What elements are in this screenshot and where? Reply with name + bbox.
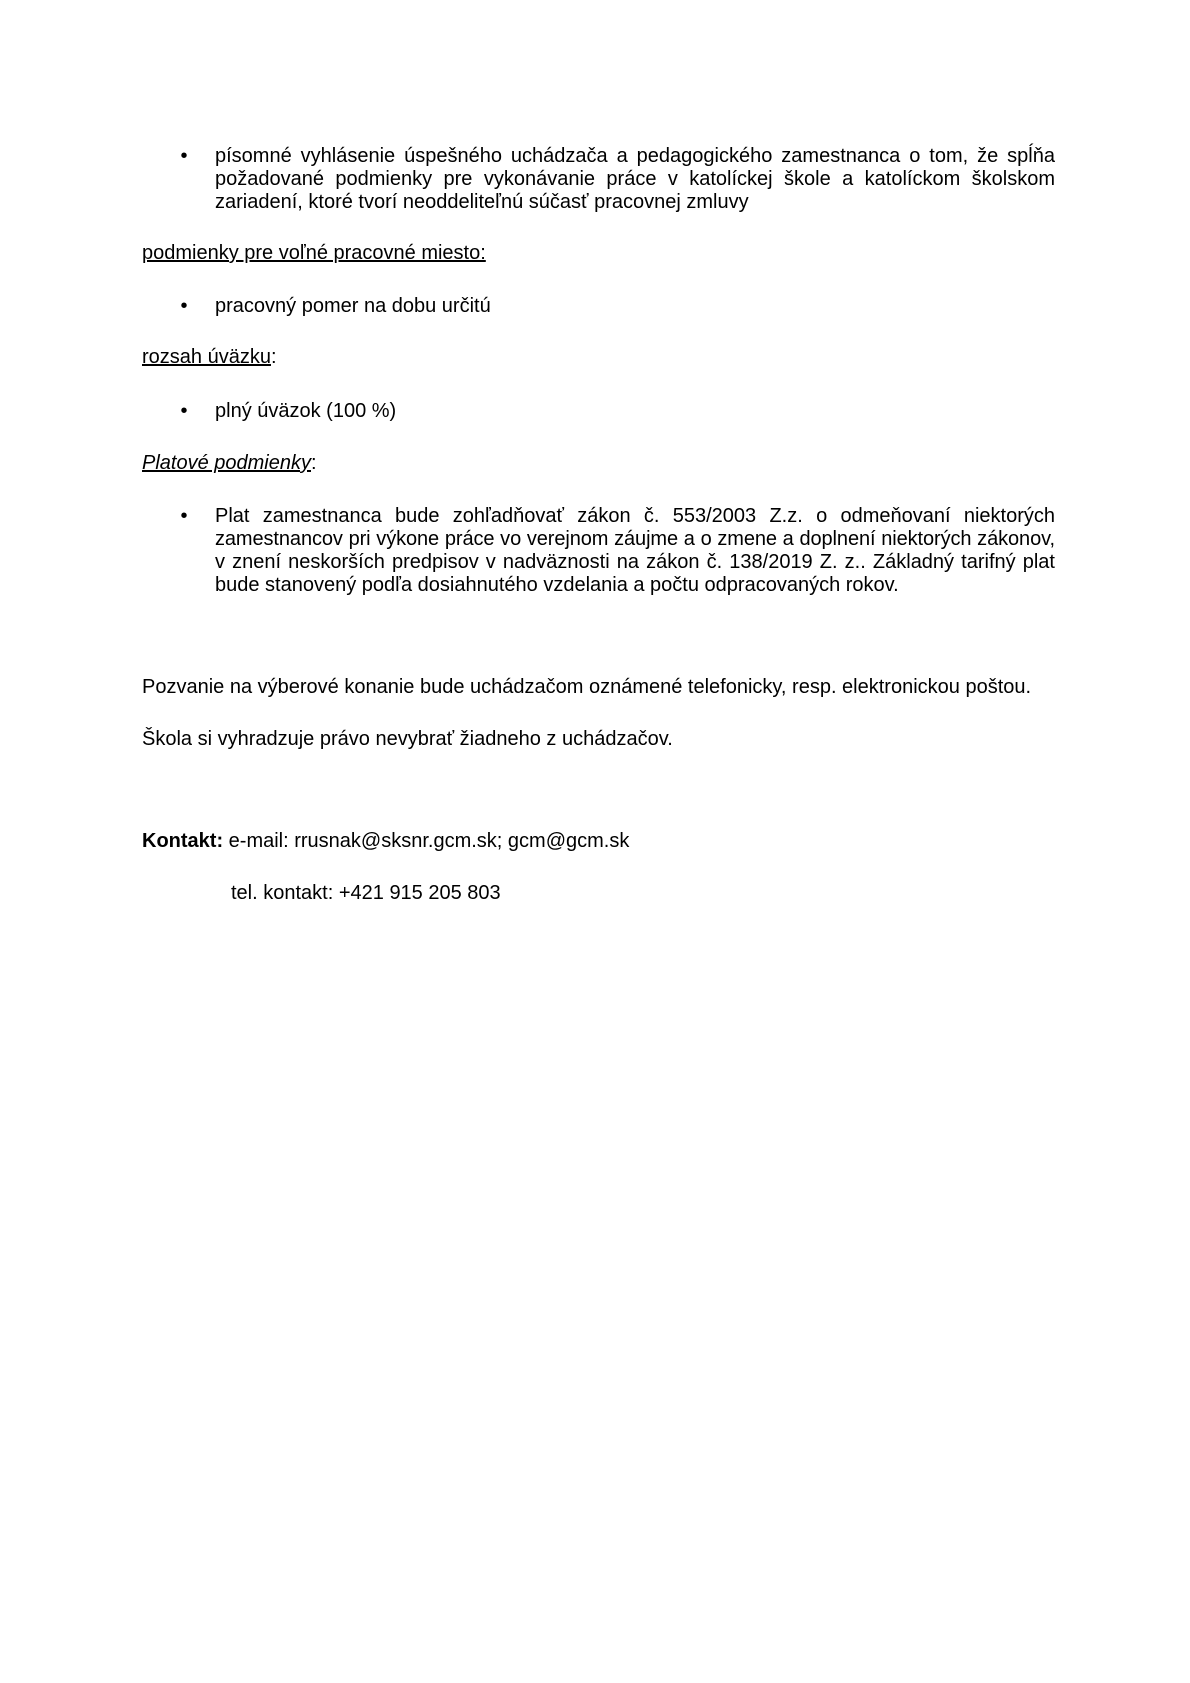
- workload-heading-colon: :: [270, 346, 277, 368]
- disclaimer-paragraph: Škola si vyhradzuje právo nevybrať žiadneho z uchádzačov.: [142, 728, 673, 750]
- contact-line: [142, 830, 629, 853]
- salary-line: zamestnancov pri výkone práce vo verejnom záujme a o zmene a doplnení niektorých zákonov,: [215, 528, 1055, 550]
- bullet-icon: •: [180, 295, 188, 317]
- salary-heading-text: Platové podmienky: [142, 452, 311, 474]
- workload-heading-text: rozsah úväzku: [142, 346, 271, 368]
- bullet-icon: •: [180, 505, 188, 527]
- contact-phone: tel. kontakt: +421 915 205 803: [231, 882, 501, 904]
- bullet-icon: •: [180, 400, 188, 422]
- position-conditions-heading-text: podmienky pre voľné pracovné miesto:: [142, 242, 486, 264]
- declaration-line: požadované podmienky pre vykonávanie práce v katolíckej škole a katolíckom školskom: [215, 168, 1055, 190]
- declaration-line: písomné vyhlásenie úspešného uchádzača a pedagogického zamestnanca o tom, že spĺňa: [215, 145, 1055, 167]
- salary-heading: [142, 452, 317, 475]
- workload-item: plný úväzok (100 %): [215, 400, 397, 422]
- salary-line: Plat zamestnanca bude zohľadňovať zákon č. 553/2003 Z.z. o odmeňovaní niektorých: [215, 505, 1055, 527]
- position-conditions-heading: [142, 242, 486, 265]
- position-conditions-item: pracovný pomer na dobu určitú: [215, 295, 491, 317]
- declaration-text: [215, 145, 1055, 214]
- workload-heading: [142, 346, 277, 369]
- contact-email: e-mail: rrusnak@sksnr.gcm.sk; gcm@gcm.sk: [228, 830, 630, 852]
- contact-label: Kontakt:: [142, 830, 224, 852]
- declaration-line: zariadení, ktoré tvorí neoddeliteľnú súčasť pracovnej zmluvy: [215, 191, 749, 213]
- bullet-icon: •: [180, 145, 188, 167]
- salary-line: v znení neskorších predpisov v nadväznosti na zákon č. 138/2019 Z. z.. Základný tarifný plat: [215, 551, 1055, 573]
- salary-line: bude stanovený podľa dosiahnutého vzdelania a počtu odpracovaných rokov.: [215, 574, 899, 596]
- salary-heading-colon: :: [310, 452, 317, 474]
- invitation-paragraph: Pozvanie na výberové konanie bude uchádzačom oznámené telefonicky, resp. elektronickou poštou.: [142, 676, 1032, 698]
- salary-text: [215, 505, 1055, 597]
